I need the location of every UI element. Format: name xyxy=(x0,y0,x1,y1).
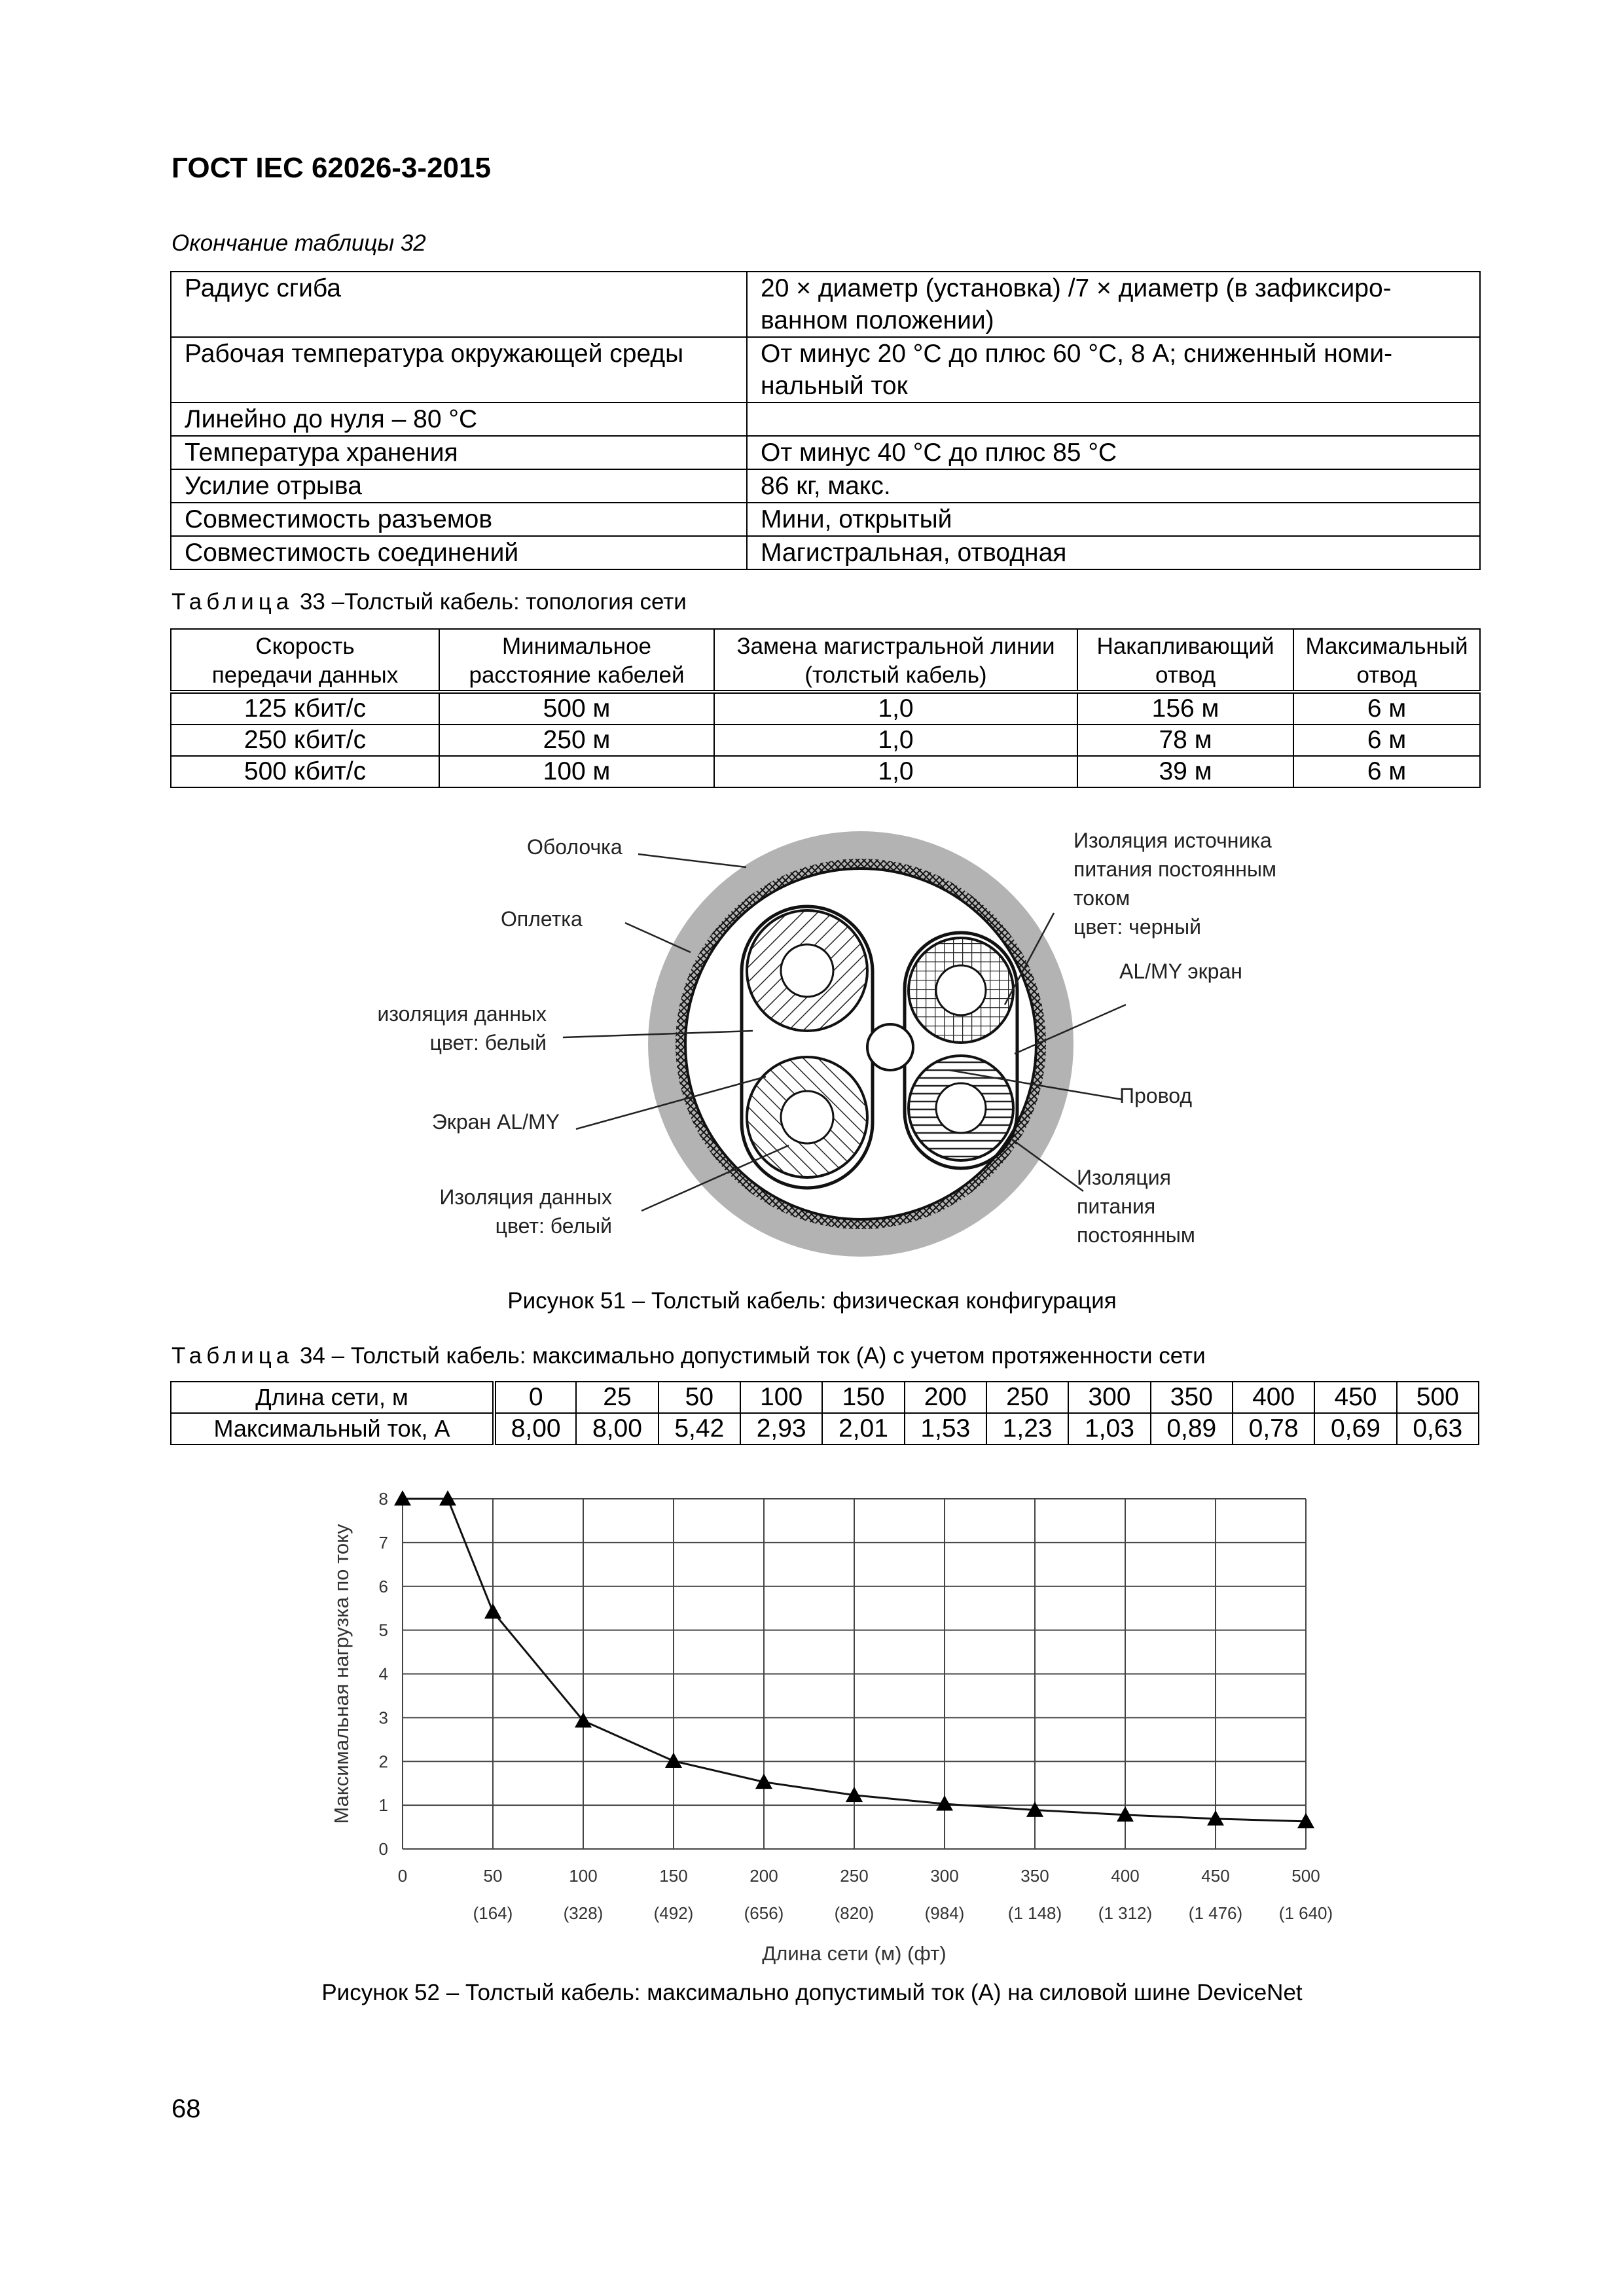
table32-param: Совместимость соединений xyxy=(171,536,747,569)
table33-cell: 39 м xyxy=(1077,756,1293,787)
table34-cell: 400 xyxy=(1233,1382,1314,1413)
y-tick-label: 7 xyxy=(378,1532,388,1552)
x-tick-label: 200 xyxy=(749,1866,778,1886)
table34-cell: 50 xyxy=(659,1382,740,1413)
table32-row xyxy=(171,272,1480,337)
table32-value: 20 × диаметр (установка) /7 × диаметр (в зафиксиро- ванном положении) xyxy=(747,272,1480,337)
table33-header-cell: Накапливающий отвод xyxy=(1077,629,1293,692)
table33-row xyxy=(171,756,1480,787)
table34-cell: 2,01 xyxy=(822,1413,904,1444)
table32-row xyxy=(171,403,1480,436)
label-sheath: Оболочка xyxy=(527,835,623,859)
x-tick-label-ft: (164) xyxy=(473,1903,513,1923)
table34-label: Длина сети, м xyxy=(171,1382,494,1413)
figure52-caption: Рисунок 52 – Толстый кабель: максимально допустимый ток (А) на силовой шине DeviceNet xyxy=(321,1980,1303,2005)
x-tick-label-ft: (492) xyxy=(653,1903,694,1923)
table33-cell: 1,0 xyxy=(714,692,1077,725)
table34-cell: 250 xyxy=(986,1382,1068,1413)
x-tick-label: 400 xyxy=(1111,1866,1140,1886)
table32-value xyxy=(747,403,1480,436)
x-tick-label: 0 xyxy=(397,1866,408,1886)
table32-param: Рабочая температура окружающей среды xyxy=(171,337,747,403)
table32-row xyxy=(171,337,1480,403)
table33-cell: 78 м xyxy=(1077,725,1293,756)
inner-core xyxy=(685,869,1036,1219)
table33-cell: 6 м xyxy=(1293,692,1480,725)
label-shield-left: Экран AL/MY xyxy=(431,1110,560,1134)
y-tick-label: 3 xyxy=(378,1708,388,1728)
table32-value: От минус 40 °С до плюс 85 °С xyxy=(747,436,1480,469)
table33-caption: Таблица 33 –Толстый кабель: топология сети xyxy=(171,589,687,615)
table32-param: Линейно до нуля – 80 °С xyxy=(171,403,747,436)
x-tick-label-ft: (1 640) xyxy=(1278,1903,1333,1923)
table33-header-cell: Скорость передачи данных xyxy=(171,629,439,692)
figure51-caption: Рисунок 51 – Толстый кабель: физическая конфигурация xyxy=(507,1288,1117,1314)
table34-cell: 1,03 xyxy=(1068,1413,1150,1444)
cable-cross-section xyxy=(648,831,1074,1257)
table34-cell: 0,89 xyxy=(1151,1413,1233,1444)
label-dc-power-insulation: Изоляция питания постоянным xyxy=(1077,1166,1195,1247)
table34-row xyxy=(171,1413,1479,1444)
table33-cell: 6 м xyxy=(1293,725,1480,756)
figure52-chart xyxy=(301,1476,1348,1973)
table34-cell: 0 xyxy=(494,1382,576,1413)
label-wire: Провод xyxy=(1119,1084,1192,1107)
x-tick-label-ft: (1 312) xyxy=(1098,1903,1153,1923)
table34-cell: 0,63 xyxy=(1397,1413,1479,1444)
data-conductor-2-core xyxy=(781,1091,833,1143)
table34-cell: 1,23 xyxy=(986,1413,1068,1444)
label-braid: Оплетка xyxy=(501,907,583,931)
table32-param: Радиус сгиба xyxy=(171,272,747,337)
table34-cell: 200 xyxy=(905,1382,986,1413)
x-tick-label: 500 xyxy=(1291,1866,1320,1886)
table34-cell: 450 xyxy=(1314,1382,1396,1413)
table33-row xyxy=(171,725,1480,756)
table34 xyxy=(170,1381,1479,1445)
table33-cell: 6 м xyxy=(1293,756,1480,787)
table33-header-cell: Максимальный отвод xyxy=(1293,629,1480,692)
power-conductor-black-core xyxy=(936,965,986,1015)
table34-cell: 2,93 xyxy=(740,1413,822,1444)
x-tick-label: 50 xyxy=(483,1866,503,1886)
x-tick-label: 450 xyxy=(1201,1866,1230,1886)
y-tick-label: 0 xyxy=(378,1839,388,1859)
table34-cell: 5,42 xyxy=(659,1413,740,1444)
table33-cell: 125 кбит/с xyxy=(171,692,439,725)
table32-caption: Окончание таблицы 32 xyxy=(171,230,426,256)
table34-cell: 1,53 xyxy=(905,1413,986,1444)
label-dc-power-black: Изоляция источника питания постоянным током цвет: черный xyxy=(1074,829,1276,939)
table33-header-row xyxy=(171,629,1480,692)
table32-param: Температура хранения xyxy=(171,436,747,469)
table32-param: Усилие отрыва xyxy=(171,469,747,503)
label-shield-right: AL/MY экран xyxy=(1119,960,1242,983)
table33-cell: 1,0 xyxy=(714,756,1077,787)
x-tick-label: 250 xyxy=(840,1866,869,1886)
data-point xyxy=(665,1753,682,1768)
data-point xyxy=(484,1604,501,1619)
table33-cell: 156 м xyxy=(1077,692,1293,725)
table34-cell: 100 xyxy=(740,1382,822,1413)
x-tick-label-ft: (656) xyxy=(744,1903,784,1923)
table33-cell: 100 м xyxy=(439,756,714,787)
label-data-insulation-1: изоляция данных цвет: белый xyxy=(377,1002,547,1054)
table33-cell: 250 м xyxy=(439,725,714,756)
table34-cell: 300 xyxy=(1068,1382,1150,1413)
x-tick-label: 100 xyxy=(569,1866,598,1886)
table32-row xyxy=(171,503,1480,536)
table33-row xyxy=(171,692,1480,725)
table34-cell: 25 xyxy=(576,1382,658,1413)
power-conductor-red-core xyxy=(936,1083,986,1133)
table33-cell: 250 кбит/с xyxy=(171,725,439,756)
table32-value: 86 кг, макс. xyxy=(747,469,1480,503)
table34-cell: 8,00 xyxy=(576,1413,658,1444)
x-tick-label-ft: (1 148) xyxy=(1007,1903,1062,1923)
line-sheath xyxy=(638,854,746,867)
table34-caption: Таблица 34 – Толстый кабель: максимально допустимый ток (А) с учетом протяженности сети xyxy=(171,1343,1206,1369)
table34-cell: 350 xyxy=(1151,1382,1233,1413)
table34-cell: 0,69 xyxy=(1314,1413,1396,1444)
table32 xyxy=(170,271,1481,570)
table33-header-cell: Минимальное расстояние кабелей xyxy=(439,629,714,692)
table32-row xyxy=(171,536,1480,569)
table33-cell: 1,0 xyxy=(714,725,1077,756)
page-number: 68 xyxy=(171,2094,201,2123)
table34-label: Максимальный ток, А xyxy=(171,1413,494,1444)
table33-cell: 500 м xyxy=(439,692,714,725)
y-tick-label: 4 xyxy=(378,1664,388,1684)
table32-row xyxy=(171,469,1480,503)
table33-header-cell: Замена магистральной линии (толстый кабель) xyxy=(714,629,1077,692)
y-tick-label: 5 xyxy=(378,1620,388,1640)
x-axis-label: Длина сети (м) (фт) xyxy=(762,1942,947,1965)
table32-value: Мини, открытый xyxy=(747,503,1480,536)
label-data-insulation-2: Изоляция данных цвет: белый xyxy=(439,1185,612,1238)
x-tick-label: 150 xyxy=(659,1866,688,1886)
x-tick-label-ft: (328) xyxy=(563,1903,604,1923)
x-tick-label: 300 xyxy=(930,1866,959,1886)
y-tick-label: 2 xyxy=(378,1751,388,1772)
table33 xyxy=(170,628,1481,788)
table32-row xyxy=(171,436,1480,469)
table34-cell: 0,78 xyxy=(1233,1413,1314,1444)
y-tick-label: 1 xyxy=(378,1795,388,1816)
drain-wire xyxy=(867,1024,913,1070)
figure51-cable-diagram xyxy=(367,815,1348,1299)
x-tick-label: 350 xyxy=(1020,1866,1049,1886)
table34-cell: 8,00 xyxy=(494,1413,576,1444)
table32-value: От минус 20 °С до плюс 60 °С, 8 А; сниженный номи- нальный ток xyxy=(747,337,1480,403)
document-header: ГОСТ IEC 62026-3-2015 xyxy=(171,152,491,184)
x-tick-label-ft: (1 476) xyxy=(1188,1903,1243,1923)
y-tick-label: 8 xyxy=(378,1489,388,1509)
x-tick-label-ft: (984) xyxy=(924,1903,965,1923)
table34-cell: 150 xyxy=(822,1382,904,1413)
y-tick-label: 6 xyxy=(378,1576,388,1596)
table33-cell: 500 кбит/с xyxy=(171,756,439,787)
table34-row xyxy=(171,1382,1479,1413)
table34-cell: 500 xyxy=(1397,1382,1479,1413)
data-conductor-1-core xyxy=(781,944,833,997)
table32-param: Совместимость разъемов xyxy=(171,503,747,536)
x-tick-label-ft: (820) xyxy=(834,1903,875,1923)
y-axis-label: Максимальная нагрузка по току xyxy=(330,1524,353,1824)
table32-value: Магистральная, отводная xyxy=(747,536,1480,569)
